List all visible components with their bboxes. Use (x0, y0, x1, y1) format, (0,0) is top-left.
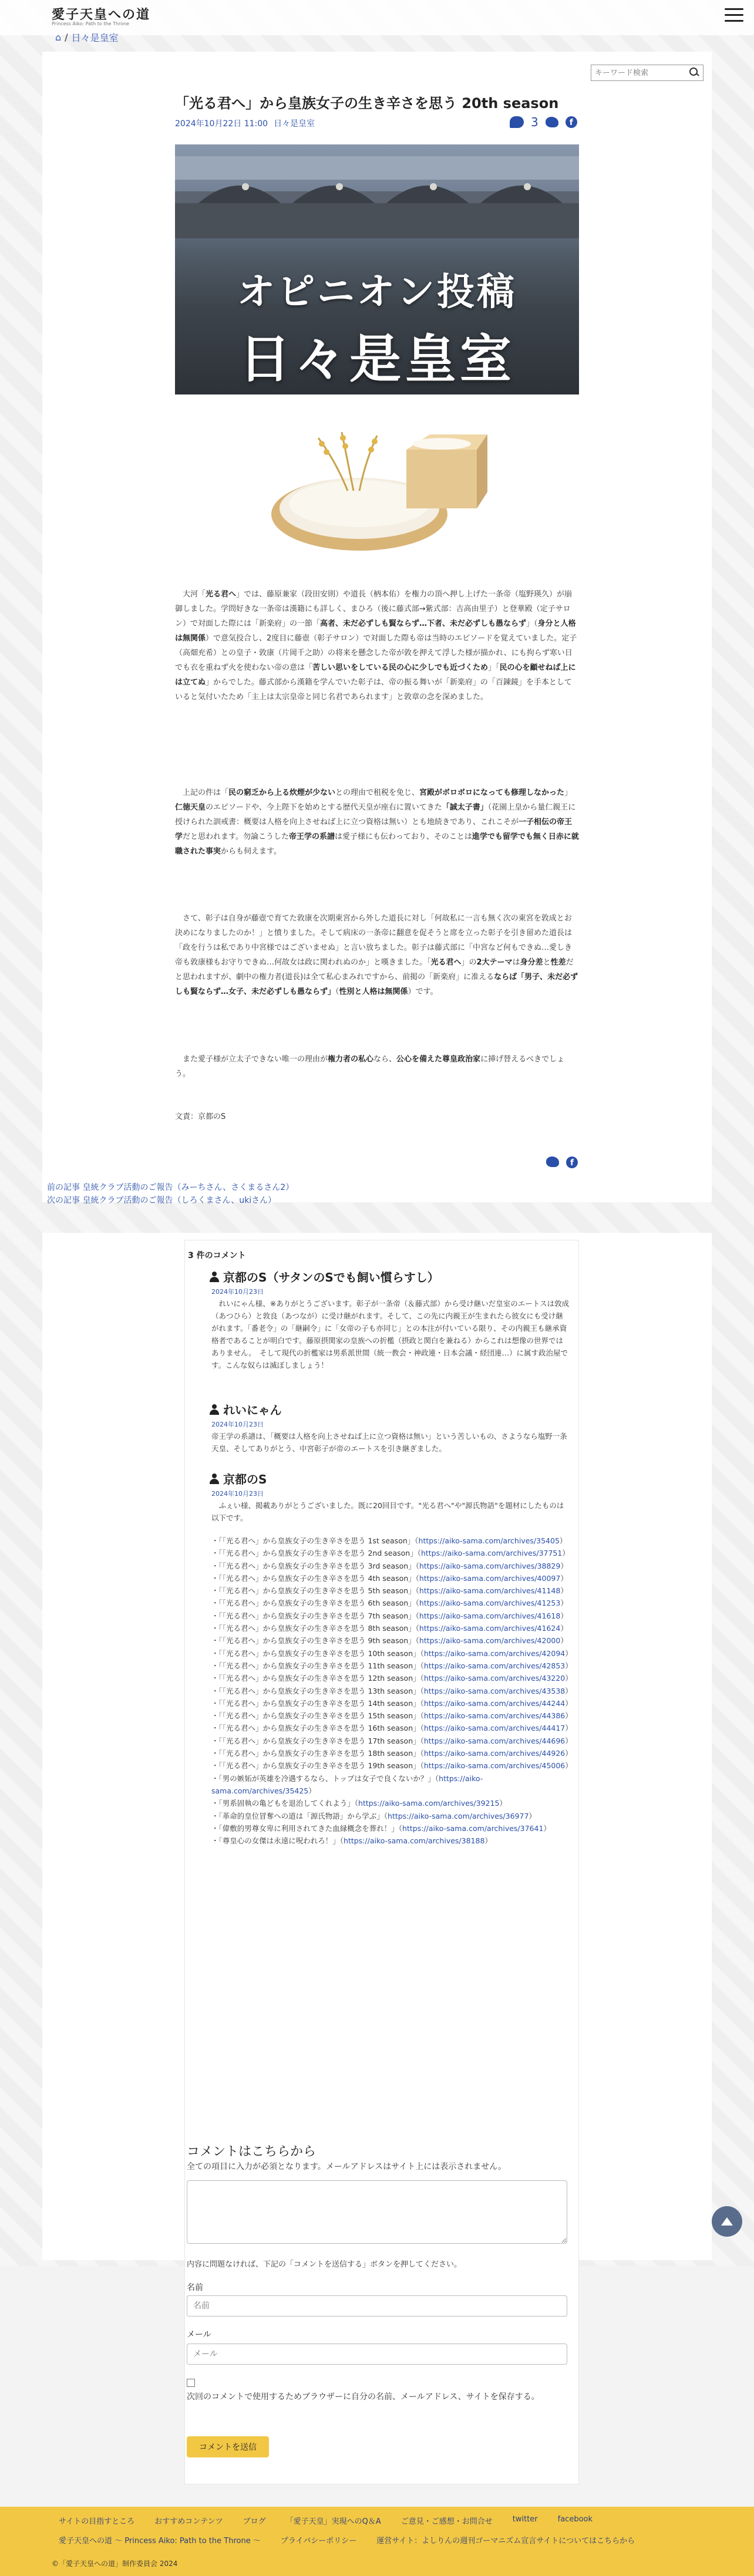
comment-form-note: 全ての項目に入力が必須となります。メールアドレスはサイト上には表示されません。 (187, 2162, 507, 2172)
list-item (211, 1597, 575, 1609)
footer-link[interactable]: 運営サイト：よしりんの週刊ゴーマニズム宣言サイトについてはこちらから (376, 2537, 635, 2545)
link-label: ・「「光る君へ」から皇族女子の生き辛さを思う 6th season」（ (211, 1599, 419, 1608)
comment-form-hint: 内容に問題なければ、下記の「コメントを送信する」ボタンを押してください。 (187, 2260, 462, 2269)
link-label: ・「「光る君へ」から皇族女子の生き辛さを思う 8th season」（ (211, 1624, 419, 1633)
text-run: 「誠太子書」 (442, 803, 488, 812)
comment-date: 2024年10月23日 (211, 1421, 264, 1428)
link-label: ・「偉敷的男尊女卑に利用されてきた血縁概念を葬れ！」（ (211, 1823, 403, 1833)
archive-link[interactable]: https://aiko-sama.com/archives/38829 (419, 1561, 561, 1570)
article-author: 文責：京都のS (175, 1112, 226, 1121)
article-navigation (47, 1181, 294, 1207)
archive-link[interactable]: https://aiko-sama.com/archives/40097 (419, 1573, 561, 1583)
list-item (211, 1822, 575, 1835)
list-item (211, 1535, 575, 1547)
text-run: に挿げ替えるべきでしょう。 (175, 1055, 565, 1078)
text-run: 苦しい思いをしている民の心に少しでも近づくため (312, 663, 489, 672)
link-tail: ） (562, 1549, 570, 1558)
link-tail: ） (560, 1611, 568, 1620)
footer-link[interactable]: ご意見・ご感想・お問合せ (400, 2517, 493, 2526)
list-item (211, 1759, 575, 1772)
text-run: 」では、藤原兼家（段田安則）や道長（柄本佑）を権力の頂へ押し上げた一条帝（塩野瑛久）が崩御しました。学問好きな一条帝は漢籍にも詳しく、まひろ（後に藤式部→紫式部：吉高由里子）と登華殿（定子サロン）で対面した際には「新楽府」の一節「 (175, 590, 573, 628)
user-icon (209, 1272, 220, 1282)
list-item (211, 1810, 575, 1822)
archive-link[interactable]: https://aiko-sama.com/archives/41618 (419, 1611, 561, 1620)
link-label: ・「「光る君へ」から皇族女子の生き辛さを思う 11th season」（ (211, 1661, 424, 1670)
list-item (211, 1697, 575, 1710)
text-run: 性別 (339, 987, 355, 996)
archive-link[interactable]: https://aiko-sama.com/archives/44244 (423, 1698, 566, 1708)
article-title: 「光る君へ」から皇族女子の生き辛さを思う 20th season (175, 95, 559, 112)
archive-link[interactable]: https://aiko-sama.com/archives/44926 (423, 1749, 566, 1758)
text-run: ならば「男子、未だ必ずしも賢ならず…女子、未だ必ずしも愚ならず」 (175, 973, 578, 996)
list-item (211, 1747, 575, 1759)
comment-icon[interactable] (510, 116, 524, 128)
text-run: との理由で租税を免じ、 (335, 788, 420, 797)
hero-text-line1: オピニオン投稿 (237, 270, 517, 314)
text-run: だと思われますが、劇中の権力者(道長)は全て私心まみれですから、前掲の「新楽府」に准える (175, 958, 574, 982)
link-tail: ） (565, 1761, 573, 1771)
list-item (211, 1722, 575, 1734)
list-item (211, 1772, 575, 1798)
link-tail: ） (565, 1724, 573, 1733)
archive-link[interactable]: https://aiko-sama.com/archives/41624 (419, 1624, 561, 1633)
text-run: 民の心を顧せねば上には立てぬ (175, 663, 576, 687)
site-logo[interactable]: 愛子天皇への道 (52, 7, 151, 22)
copyright: ©「愛子天皇への道」制作委員会 2024 (52, 2560, 178, 2568)
comment-body: 帝王学の系譜は、「概要は人格を向上させねば上に立つ資格は無い」という苦しいもの、さようなら塩野一条天皇、そしてありがとう、中宮彰子が帝のエートスを引き継ぎました。 (211, 1432, 567, 1453)
link-tail: ） (560, 1636, 568, 1646)
text-run: 一子相伝の帝王学 (175, 818, 573, 841)
archive-link[interactable]: https://aiko-sama.com/archives/44417 (423, 1724, 566, 1733)
comment-body: れいにゃん様、※ありがとうございます。彰子が一条帝（＆藤式部）から受け継いだ皇室のエートスは敦成（あつひら）と敦良（あつなが）に受け継がれます。そして、この先に内親王が生まれたら彼女にも受け継がれます。「番老令」の「継嗣令」に「女帝の子も亦同じ」との本注が付いている限り、その内親王も継承資格者であることが明白です。藤原摂関家の皇族への折檻（摂政と関白を兼ねる）からこれは想像の世界ではありません。 そして現代の折檻家は男系派世間（統一教会・神政連・日本会議・経団連…）に属す政治屋です。こんな奴らは滅ぼしましょう！ (211, 1299, 570, 1370)
text-run: 大河「 (175, 590, 206, 599)
text-run: 2大テーマ (476, 958, 513, 967)
prev-article-link[interactable]: 前の記事 皇統クラブ活動のご報告（みーちさん、さくまるさん2） (47, 1183, 294, 1192)
link-label: ・「「光る君へ」から皇族女子の生き辛さを思う 2nd season」（ (211, 1549, 421, 1558)
link-tail: ） (565, 1686, 573, 1695)
footer-link[interactable]: おすすめコンテンツ (154, 2517, 223, 2526)
archive-link[interactable]: https://aiko-sama.com/archives/42853 (423, 1661, 566, 1670)
comment-link-list (211, 1535, 575, 1847)
archive-link[interactable]: https://aiko-sama.com/archives/38188 (344, 1836, 485, 1846)
text-run: と人格は無関係 (354, 987, 408, 996)
footer-link[interactable]: 愛子天皇への道 ～ Princess Aiko: Path to the Throne ～ (59, 2537, 261, 2545)
text-run: 」 (564, 788, 573, 797)
link-tail: ） (560, 1599, 568, 1608)
facebook-share-icon[interactable]: f (566, 1156, 578, 1168)
home-icon[interactable]: ⌂ (55, 32, 62, 43)
footer-link[interactable]: facebook (557, 2515, 593, 2524)
search-input[interactable] (591, 69, 685, 77)
user-icon (209, 1404, 220, 1415)
link-tail: ） (565, 1749, 573, 1758)
link-label: ・「「光る君へ」から皇族女子の生き辛さを思う 15th season」（ (211, 1711, 424, 1721)
scroll-to-top-button[interactable] (712, 2206, 742, 2237)
text-run: 公心を備えた尊皇政治家 (396, 1055, 481, 1064)
link-tail: ） (560, 1586, 568, 1596)
footer-link[interactable]: ブログ (243, 2517, 266, 2526)
link-label: ・「「光る君へ」から皇族女子の生き辛さを思う 7th season」（ (211, 1611, 419, 1620)
link-tail: ） (565, 1736, 573, 1745)
link-tail: ） (484, 1836, 492, 1846)
archive-link[interactable]: https://aiko-sama.com/archives/41253 (419, 1599, 561, 1608)
text-run: 民の窮乏から上る炊煙が少ない (228, 788, 336, 797)
comment-author: 京都のS（サタンのSでも飼い慣らすし） (209, 1268, 439, 1285)
link-tail: ） (529, 1811, 536, 1820)
article-paragraph-3 (175, 911, 579, 999)
link-tail: ） (543, 1823, 551, 1833)
article-actions (510, 115, 577, 129)
archive-link[interactable]: https://aiko-sama.com/archives/42000 (419, 1636, 561, 1646)
text-run: と人格は無関係 (175, 619, 576, 643)
link-label: ・「「光る君へ」から皇族女子の生き辛さを思う 12th season」（ (211, 1674, 424, 1683)
link-label: ・「「光る君へ」から皇族女子の生き辛さを思う 1st season」（ (211, 1536, 419, 1545)
twitter-share-icon[interactable] (546, 1156, 559, 1167)
breadcrumb-category[interactable]: 日々是皇室 (71, 32, 119, 43)
comment-date: 2024年10月23日 (211, 1490, 264, 1498)
share-buttons (546, 1156, 578, 1168)
link-tail: ） (308, 1786, 316, 1795)
link-tail: ） (565, 1711, 573, 1721)
list-item (211, 1610, 575, 1622)
link-label: ・「革命的皇位冒奪への道は「源氏物語」から学ぶ」（ (211, 1811, 388, 1820)
comment-textarea[interactable] (187, 2180, 567, 2244)
footer-link[interactable]: サイトの目指すところ (59, 2517, 135, 2526)
name-field[interactable] (187, 2295, 567, 2317)
footer-link[interactable]: 「愛子天皇」実現へのQ＆A (285, 2517, 381, 2526)
text-run: 身分差 (520, 958, 543, 967)
list-item (211, 1835, 575, 1847)
name-label: 名前 (187, 2283, 203, 2292)
article-category[interactable]: 日々是皇室 (274, 119, 315, 129)
link-tail: ） (560, 1561, 568, 1570)
site-header (0, 0, 754, 35)
site-logo-subtitle: Princess Aiko: Path to the Throne (52, 21, 129, 26)
list-item (211, 1647, 575, 1660)
user-icon (209, 1474, 220, 1484)
text-run: 」「 (488, 663, 500, 672)
archive-link[interactable]: https://aiko-sama.com/archives/41148 (419, 1586, 561, 1596)
email-field[interactable] (187, 2344, 567, 2365)
list-item (211, 1622, 575, 1634)
comment-count[interactable]: 3 (531, 115, 538, 129)
text-run: 進学でも留学でも無く日赤に就職された事実 (175, 832, 579, 856)
breadcrumb (55, 31, 119, 44)
link-label: ・「「光る君へ」から皇族女子の生き辛さを思う 17th season」（ (211, 1736, 424, 1745)
list-item (211, 1735, 575, 1747)
link-label: ・「男系固執の亀どもを退治してくれよう」（ (211, 1799, 359, 1808)
text-run: 宮殿がボロボロになっても修理しなかった (419, 788, 565, 797)
hero-image (175, 144, 579, 395)
comment-author: 京都のS (209, 1470, 267, 1487)
link-label: ・「「光る君へ」から皇族女子の生き辛さを思う 4th season」（ (211, 1573, 419, 1583)
article-meta (175, 117, 315, 129)
next-article-link[interactable]: 次の記事 皇統クラブ活動のご報告（しろくまさん、ukiさん） (47, 1196, 277, 1205)
archive-link[interactable]: https://aiko-sama.com/archives/35405 (418, 1536, 560, 1545)
link-tail: ） (565, 1674, 573, 1683)
archive-link[interactable]: https://aiko-sama.com/archives/44386 (423, 1711, 566, 1721)
list-item (211, 1547, 575, 1559)
list-item (211, 1685, 575, 1697)
twitter-icon[interactable] (546, 117, 558, 127)
footer-link[interactable]: プライバシーポリシー (280, 2537, 357, 2545)
archive-link[interactable]: https://aiko-sama.com/archives/37641 (402, 1823, 544, 1833)
comment-date: 2024年10月23日 (211, 1288, 264, 1296)
text-run: 仁徳天皇 (175, 803, 206, 812)
bridge-illustration (175, 156, 579, 238)
search-icon[interactable] (688, 66, 701, 79)
link-label: ・「「光る君へ」から皇族女子の生き辛さを思う 5th season」（ (211, 1586, 419, 1596)
link-label: ・「男の嫉妬が英雄を冷遇するなら、トップは女子で良くないか？」（ (211, 1773, 439, 1783)
comment-form-title: コメントはこちらから (187, 2145, 317, 2159)
link-label: ・「「光る君へ」から皇族女子の生き辛さを思う 14th season」（ (211, 1698, 424, 1708)
save-info-checkbox[interactable] (187, 2379, 195, 2387)
comment-author: れいにゃん (209, 1401, 282, 1418)
archive-link[interactable]: https://aiko-sama.com/archives/45006 (423, 1761, 566, 1771)
text-run: 光る君へ (430, 958, 462, 967)
link-label: ・「「光る君へ」から皇族女子の生き辛さを思う 13th season」（ (211, 1686, 424, 1695)
link-label: ・「「光る君へ」から皇族女子の生き辛さを思う 3rd season」（ (211, 1561, 419, 1570)
archive-link[interactable]: https://aiko-sama.com/archives/44696 (423, 1736, 566, 1745)
text-run: と (543, 958, 551, 967)
list-item (211, 1710, 575, 1722)
text-run: ）で意気投合し、2度目に藤壺（彰子サロン）で対面した際も帝は当時のエピソードを覚えていました。定子（高畑充希）との皇子・敦康（片岡千之助）の将来を懸念した帝が敦を押えて浮した様が描かれ、にも拘らず寒い日でも衣を重ねず火を使わない帝の意は「 (175, 634, 577, 672)
text-run: のエピソードや、今上陛下を始めとする歴代天皇が座右に置いてきた (206, 803, 442, 812)
text-run: （花園上皇から量仁親王に授けられた訓戒書：概要は人格を向上させねば上に立つ資格は無い）とも地続きであり、これこそが (175, 803, 576, 827)
list-item (211, 1560, 575, 1572)
text-run: 帝王学の系譜 (288, 832, 335, 841)
link-tail: ） (565, 1698, 573, 1708)
text-run: なら、 (373, 1055, 397, 1064)
footer-links (59, 2515, 705, 2545)
text-run: だと思われます。勿論こうした (183, 832, 289, 841)
article-paragraph-4 (175, 1052, 579, 1081)
text-run: 高者、未だ必ずしも賢ならず…下者、未だ必ずしも愚ならず (320, 619, 527, 628)
link-label: ・「「光る君へ」から皇族女子の生き辛さを思う 18th season」（ (211, 1749, 424, 1758)
text-run: 」（ (526, 619, 538, 628)
text-run: さて、彰子は自身が藤壺で育てた敦康を次期東宮から外した道長に対し「何故私に一言も無く次の東宮を敦成とお決めになりましたのか！」と憤りました。そして病床の一条帝に翻意を促そうと席を立った彰子を引き留めた道長は「政を行うは私であり中宮様ではございませぬ」と言い放ちました。彰子は藤式部に「中宮など何もできぬ…愛しき帝も敦康様もお守りできぬ…何故女は政に関われぬのか」と嘆きました。「 (175, 914, 573, 967)
list-item (211, 1672, 575, 1684)
list-item (211, 1797, 575, 1809)
link-label: ・「「光る君へ」から皇族女子の生き辛さを思う 10th season」（ (211, 1648, 424, 1658)
email-label: メール (187, 2330, 211, 2339)
text-run: は愛子様にも伝わっており、そのことは (335, 832, 472, 841)
text-run: 」の (461, 958, 477, 967)
text-run: からも伺えます。 (221, 847, 281, 856)
list-item (211, 1584, 575, 1597)
link-label: ・「「光る君へ」から皇族女子の生き辛さを思う 16th season」（ (211, 1724, 424, 1733)
text-run: 光る君へ (206, 590, 237, 599)
archive-link[interactable]: https://aiko-sama.com/archives/36977 (388, 1811, 529, 1820)
menu-icon[interactable] (725, 8, 743, 23)
link-tail: ） (565, 1661, 573, 1670)
link-tail: ） (565, 1648, 573, 1658)
text-run: ）です。 (408, 987, 438, 996)
link-label: ・「「光る君へ」から皇族女子の生き辛さを思う 9th season」（ (211, 1636, 419, 1646)
list-item (211, 1660, 575, 1672)
archive-link[interactable]: https://aiko-sama.com/archives/43220 (423, 1674, 566, 1683)
archive-link[interactable]: https://aiko-sama.com/archives/35425 (211, 1773, 483, 1795)
footer-link[interactable]: twitter (512, 2515, 538, 2524)
archive-link[interactable]: https://aiko-sama.com/archives/42094 (423, 1648, 566, 1658)
text-run: 」からでした。藤式部から漢籍を学んでいた彰子は、帝の振る舞いが「新楽府」の「百錬鏡」を手本としていると気付いたため「主上は太宗皇帝と同じ名君であられます」と敦章の念を深めました。 (175, 678, 572, 702)
rice-illustration (265, 426, 487, 561)
article-date: 2024年10月22日 11:00 (175, 119, 268, 129)
list-item (211, 1634, 575, 1647)
list-item (211, 1572, 575, 1584)
submit-comment-button[interactable]: コメントを送信 (187, 2436, 269, 2457)
text-run: は (512, 958, 520, 967)
text-run: 権力者の私心 (328, 1055, 374, 1064)
search-box (591, 65, 703, 81)
link-tail: ） (560, 1624, 568, 1633)
hero-text-line2: 日々是皇室 (238, 328, 515, 389)
archive-link[interactable]: https://aiko-sama.com/archives/39215 (358, 1799, 500, 1808)
article-paragraph-1 (175, 587, 579, 704)
archive-link[interactable]: https://aiko-sama.com/archives/37751 (420, 1549, 563, 1558)
text-run: 上記の件は「 (175, 788, 229, 797)
text-run: 性差 (550, 958, 566, 967)
link-tail: ） (499, 1799, 507, 1808)
link-tail: ） (559, 1536, 567, 1545)
text-run: 身分 (537, 619, 553, 628)
comments-count: 3 件のコメント (188, 1251, 246, 1260)
archive-link[interactable]: https://aiko-sama.com/archives/43538 (423, 1686, 566, 1695)
link-label: ・「「光る君へ」から皇族女子の生き辛さを思う 19th season」（ (211, 1761, 424, 1771)
link-label: ・「尊皇心の女傑は永遠に呪われろ！」（ (211, 1836, 344, 1846)
text-run: （ (335, 987, 339, 996)
facebook-icon[interactable]: f (566, 116, 577, 128)
article-paragraph-2 (175, 785, 579, 859)
comment-body: ふぇい様、掲載ありがとうございました。既に20回目です。"光る君へ"や"源氏物語"を題材にしたものは以下です。 (211, 1501, 564, 1522)
text-run: また愛子様が立太子できない唯一の理由が (175, 1055, 328, 1064)
save-info-label: 次回のコメントで使用するためブラウザーに自分の名前、メールアドレス、サイトを保存する。 (187, 2392, 540, 2402)
breadcrumb-separator: / (65, 32, 68, 43)
link-tail: ） (560, 1573, 568, 1583)
